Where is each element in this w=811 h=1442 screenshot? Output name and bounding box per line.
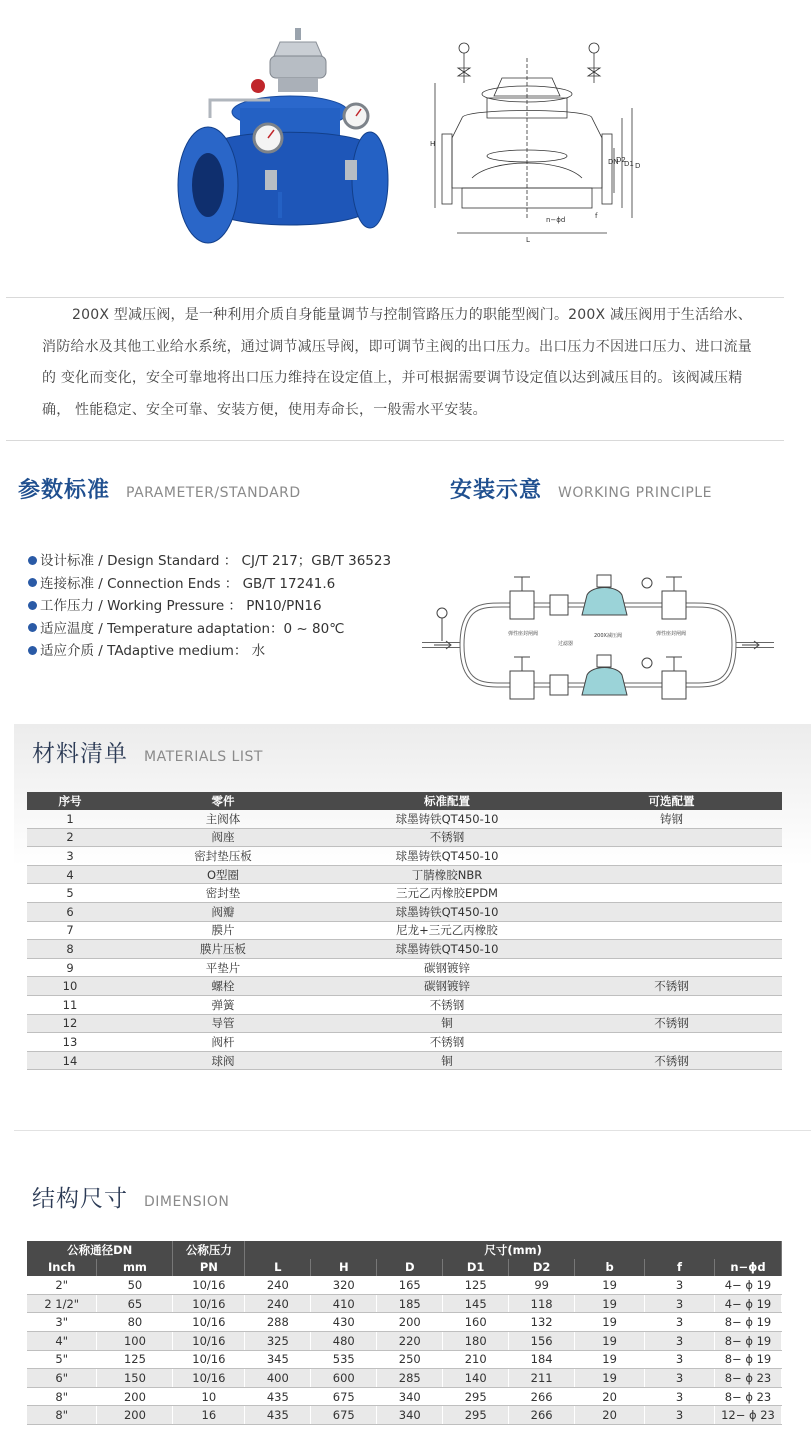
diagram-label-reducing-valve: 200X减压阀 bbox=[594, 633, 622, 639]
table-row bbox=[27, 1387, 782, 1406]
parameter-heading bbox=[18, 473, 301, 504]
table-cell: 10/16 bbox=[173, 1331, 245, 1350]
table-cell: 145 bbox=[443, 1294, 509, 1313]
table-cell: 400 bbox=[245, 1369, 311, 1388]
table-cell: 5" bbox=[27, 1350, 97, 1369]
table-row bbox=[27, 921, 782, 940]
table-cell: 325 bbox=[245, 1331, 311, 1350]
materials-header-row bbox=[27, 792, 782, 810]
table-row bbox=[27, 1313, 782, 1332]
table-row bbox=[27, 1369, 782, 1388]
table-cell: 7 bbox=[27, 921, 113, 940]
table-row bbox=[27, 1406, 782, 1425]
table-cell: 平垫片 bbox=[113, 958, 333, 977]
table-cell: 160 bbox=[443, 1313, 509, 1332]
table-cell: 阀杆 bbox=[113, 1033, 333, 1052]
table-cell: 200 bbox=[377, 1313, 443, 1332]
diagram-label-gate-valve-1: 弹性座封闸阀 bbox=[508, 631, 539, 637]
table-cell bbox=[561, 940, 782, 959]
installation-diagram bbox=[422, 565, 774, 715]
table-cell: 99 bbox=[509, 1276, 575, 1294]
table-cell: 阀瓣 bbox=[113, 902, 333, 921]
table-cell: 不锈钢 bbox=[333, 828, 561, 847]
param-item: 设计标准 / Design Standard ： CJ/T 217；GB/T 36523 bbox=[28, 550, 391, 573]
table-cell: 螺栓 bbox=[113, 977, 333, 996]
table-cell bbox=[561, 921, 782, 940]
table-cell: 340 bbox=[377, 1387, 443, 1406]
table-row bbox=[27, 977, 782, 996]
table-cell: 295 bbox=[443, 1406, 509, 1425]
table-cell: 480 bbox=[311, 1331, 377, 1350]
header-cell: 尺寸(mm) bbox=[245, 1241, 782, 1259]
table-cell: 3 bbox=[645, 1313, 715, 1332]
table-cell: 不锈钢 bbox=[333, 1033, 561, 1052]
header-cell: PN bbox=[173, 1259, 245, 1277]
table-cell: 8− ϕ 19 bbox=[714, 1350, 781, 1369]
dimension-table bbox=[27, 1241, 782, 1425]
header-cell: 公称通径DN bbox=[27, 1241, 173, 1259]
table-cell bbox=[561, 902, 782, 921]
table-cell: 14 bbox=[27, 1051, 113, 1070]
table-cell: 主阀体 bbox=[113, 810, 333, 828]
table-cell: 675 bbox=[311, 1406, 377, 1425]
table-cell: 185 bbox=[377, 1294, 443, 1313]
table-cell: 240 bbox=[245, 1276, 311, 1294]
table-cell: 210 bbox=[443, 1350, 509, 1369]
dimension-group-header-row bbox=[27, 1241, 782, 1259]
table-cell: 不锈钢 bbox=[561, 1051, 782, 1070]
table-cell: 266 bbox=[509, 1406, 575, 1425]
bullet-icon bbox=[28, 623, 37, 632]
table-cell: 10/16 bbox=[173, 1276, 245, 1294]
header-cell: L bbox=[245, 1259, 311, 1277]
table-cell: 600 bbox=[311, 1369, 377, 1388]
table-row bbox=[27, 1276, 782, 1294]
dim-label-L: L bbox=[526, 236, 530, 244]
table-cell: 211 bbox=[509, 1369, 575, 1388]
bullet-icon bbox=[28, 601, 37, 610]
diagram-label-gate-valve-2: 弹性座封闸阀 bbox=[656, 631, 687, 637]
table-cell bbox=[561, 1033, 782, 1052]
table-cell: 20 bbox=[575, 1406, 645, 1425]
table-cell: O型圈 bbox=[113, 865, 333, 884]
table-cell: 4− ϕ 19 bbox=[714, 1294, 781, 1313]
table-cell: 435 bbox=[245, 1387, 311, 1406]
table-row bbox=[27, 1331, 782, 1350]
table-cell bbox=[561, 995, 782, 1014]
table-cell: 不锈钢 bbox=[561, 1014, 782, 1033]
table-cell: 球墨铸铁QT450-10 bbox=[333, 902, 561, 921]
table-cell: 125 bbox=[443, 1276, 509, 1294]
bullet-icon bbox=[28, 556, 37, 565]
table-cell: 球墨铸铁QT450-10 bbox=[333, 810, 561, 828]
table-cell: 12− ϕ 23 bbox=[714, 1406, 781, 1425]
table-row bbox=[27, 1014, 782, 1033]
table-cell: 430 bbox=[311, 1313, 377, 1332]
header-cell: H bbox=[311, 1259, 377, 1277]
dim-label-DN: DN bbox=[608, 158, 619, 166]
table-cell: 80 bbox=[97, 1313, 173, 1332]
table-cell: 65 bbox=[97, 1294, 173, 1313]
table-cell: 8− ϕ 23 bbox=[714, 1387, 781, 1406]
materials-title-en: MATERIALS LIST bbox=[144, 749, 263, 765]
table-cell: 118 bbox=[509, 1294, 575, 1313]
table-cell: 184 bbox=[509, 1350, 575, 1369]
table-cell: 4" bbox=[27, 1331, 97, 1350]
table-cell: 2 1/2" bbox=[27, 1294, 97, 1313]
dimension-title-en: DIMENSION bbox=[144, 1194, 230, 1210]
dimension-header-row bbox=[27, 1259, 782, 1277]
param-item: 工作压力 / Working Pressure ： PN10/PN16 bbox=[28, 595, 391, 618]
table-cell: 1 bbox=[27, 810, 113, 828]
header-cell: 公称压力 bbox=[173, 1241, 245, 1259]
table-cell: 8− ϕ 19 bbox=[714, 1331, 781, 1350]
table-cell: 165 bbox=[377, 1276, 443, 1294]
table-row bbox=[27, 940, 782, 959]
working-title-cn: 安装示意 bbox=[450, 478, 543, 503]
header-cell: b bbox=[575, 1259, 645, 1277]
table-cell: 266 bbox=[509, 1387, 575, 1406]
table-cell: 8− ϕ 23 bbox=[714, 1369, 781, 1388]
table-cell: 10/16 bbox=[173, 1313, 245, 1332]
table-row bbox=[27, 865, 782, 884]
parameter-list bbox=[28, 550, 391, 663]
dim-label-n-d: n−ϕd bbox=[546, 216, 566, 224]
table-cell: 16 bbox=[173, 1406, 245, 1425]
dim-label-D1: D1 bbox=[624, 160, 634, 168]
table-row bbox=[27, 902, 782, 921]
table-cell: 10/16 bbox=[173, 1369, 245, 1388]
materials-title-cn: 材料清单 bbox=[32, 741, 128, 767]
table-cell: 200 bbox=[97, 1387, 173, 1406]
table-cell: 三元乙丙橡胶EPDM bbox=[333, 884, 561, 903]
table-cell: 150 bbox=[97, 1369, 173, 1388]
divider-middle bbox=[6, 440, 784, 441]
table-cell bbox=[561, 884, 782, 903]
dim-label-D2: D2 bbox=[616, 156, 626, 164]
table-cell bbox=[561, 828, 782, 847]
diagram-label-filter: 过滤器 bbox=[558, 641, 574, 647]
working-heading bbox=[450, 473, 712, 504]
table-row bbox=[27, 884, 782, 903]
table-cell: 19 bbox=[575, 1276, 645, 1294]
table-cell: 8 bbox=[27, 940, 113, 959]
table-cell: 4 bbox=[27, 865, 113, 884]
table-cell: 2 bbox=[27, 828, 113, 847]
table-cell: 220 bbox=[377, 1331, 443, 1350]
param-item: 适应温度 / Temperature adaptation：0 ~ 80℃ bbox=[28, 618, 391, 641]
table-row bbox=[27, 1051, 782, 1070]
table-cell: 铜 bbox=[333, 1014, 561, 1033]
table-row bbox=[27, 1033, 782, 1052]
table-cell: 球墨铸铁QT450-10 bbox=[333, 847, 561, 866]
table-cell: 2" bbox=[27, 1276, 97, 1294]
table-cell: 6" bbox=[27, 1369, 97, 1388]
header-cell: D1 bbox=[443, 1259, 509, 1277]
table-cell: 10 bbox=[173, 1387, 245, 1406]
table-cell: 6 bbox=[27, 902, 113, 921]
table-cell: 8− ϕ 19 bbox=[714, 1313, 781, 1332]
table-cell: 19 bbox=[575, 1331, 645, 1350]
table-cell: 膜片 bbox=[113, 921, 333, 940]
table-cell: 8" bbox=[27, 1406, 97, 1425]
param-item: 适应介质 / TAdaptive medium： 水 bbox=[28, 640, 391, 663]
table-cell: 阀座 bbox=[113, 828, 333, 847]
table-cell: 250 bbox=[377, 1350, 443, 1369]
table-cell: 12 bbox=[27, 1014, 113, 1033]
table-cell: 10/16 bbox=[173, 1294, 245, 1313]
valve-product-image bbox=[170, 20, 390, 250]
table-cell: 膜片压板 bbox=[113, 940, 333, 959]
header-cell: 序号 bbox=[27, 792, 113, 810]
table-cell: 320 bbox=[311, 1276, 377, 1294]
header-cell: 零件 bbox=[113, 792, 333, 810]
table-cell: 9 bbox=[27, 958, 113, 977]
dim-label-D: D bbox=[635, 162, 641, 170]
table-cell: 50 bbox=[97, 1276, 173, 1294]
table-cell: 19 bbox=[575, 1369, 645, 1388]
table-cell bbox=[561, 958, 782, 977]
table-cell: 尼龙+三元乙丙橡胶 bbox=[333, 921, 561, 940]
intro-paragraph bbox=[42, 300, 752, 426]
table-cell: 675 bbox=[311, 1387, 377, 1406]
table-cell: 3 bbox=[645, 1276, 715, 1294]
table-cell: 535 bbox=[311, 1350, 377, 1369]
table-cell: 19 bbox=[575, 1313, 645, 1332]
valve-section-drawing bbox=[432, 38, 647, 248]
dimension-heading bbox=[32, 1180, 229, 1213]
table-cell: 132 bbox=[509, 1313, 575, 1332]
header-cell: n−ϕd bbox=[714, 1259, 781, 1277]
table-cell: 不锈钢 bbox=[561, 977, 782, 996]
table-cell: 铜 bbox=[333, 1051, 561, 1070]
table-cell: 3" bbox=[27, 1313, 97, 1332]
table-cell: 不锈钢 bbox=[333, 995, 561, 1014]
table-cell: 285 bbox=[377, 1369, 443, 1388]
table-cell: 丁腈橡胶NBR bbox=[333, 865, 561, 884]
table-cell: 10/16 bbox=[173, 1350, 245, 1369]
table-cell: 4− ϕ 19 bbox=[714, 1276, 781, 1294]
table-row bbox=[27, 847, 782, 866]
header-cell: mm bbox=[97, 1259, 173, 1277]
table-cell: 435 bbox=[245, 1406, 311, 1425]
parameter-title-cn: 参数标准 bbox=[18, 478, 111, 503]
table-cell: 200 bbox=[97, 1406, 173, 1425]
table-row bbox=[27, 828, 782, 847]
table-cell: 340 bbox=[377, 1406, 443, 1425]
table-cell: 10 bbox=[27, 977, 113, 996]
table-cell: 铸钢 bbox=[561, 810, 782, 828]
table-cell bbox=[561, 847, 782, 866]
dim-label-f: f bbox=[595, 212, 598, 220]
table-cell: 13 bbox=[27, 1033, 113, 1052]
table-cell: 19 bbox=[575, 1350, 645, 1369]
table-cell: 11 bbox=[27, 995, 113, 1014]
divider-top bbox=[6, 297, 784, 298]
table-cell: 球阀 bbox=[113, 1051, 333, 1070]
table-cell: 125 bbox=[97, 1350, 173, 1369]
param-item: 连接标准 / Connection Ends ： GB/T 17241.6 bbox=[28, 573, 391, 596]
header-cell: D bbox=[377, 1259, 443, 1277]
table-cell: 345 bbox=[245, 1350, 311, 1369]
intro-text: 200X 型减压阀，是一种利用介质自身能量调节与控制管路压力的职能型阀门。200X 减压阀用于生活给水、消防给水及其他工业给水系统，通过调节减压导阀，即可调节主阀的出口压力。出口压力不因进口压力、进口流量的 变化而变化，安全可靠地将出口压力维持在设定值上，并可根据需要调节设定值以达到减压目的。该阀减压精确， 性能稳定、安全可靠、安装方便，使用寿命长，一般需水平安装。 bbox=[42, 307, 752, 418]
table-cell: 3 bbox=[645, 1294, 715, 1313]
table-cell: 410 bbox=[311, 1294, 377, 1313]
table-cell: 3 bbox=[645, 1331, 715, 1350]
table-cell: 156 bbox=[509, 1331, 575, 1350]
table-cell: 5 bbox=[27, 884, 113, 903]
table-cell: 240 bbox=[245, 1294, 311, 1313]
table-cell: 球墨铸铁QT450-10 bbox=[333, 940, 561, 959]
parameter-title-en: PARAMETER/STANDARD bbox=[126, 485, 301, 501]
materials-table bbox=[27, 792, 782, 1070]
table-cell: 弹簧 bbox=[113, 995, 333, 1014]
table-cell: 100 bbox=[97, 1331, 173, 1350]
table-cell: 180 bbox=[443, 1331, 509, 1350]
header-cell: f bbox=[645, 1259, 715, 1277]
header-cell: 标准配置 bbox=[333, 792, 561, 810]
table-cell: 19 bbox=[575, 1294, 645, 1313]
table-cell: 3 bbox=[27, 847, 113, 866]
table-cell: 碳钢镀锌 bbox=[333, 958, 561, 977]
table-cell: 295 bbox=[443, 1387, 509, 1406]
table-cell: 140 bbox=[443, 1369, 509, 1388]
table-row bbox=[27, 958, 782, 977]
table-cell: 3 bbox=[645, 1369, 715, 1388]
divider-lower bbox=[14, 1130, 811, 1131]
dim-label-H: H bbox=[430, 140, 436, 148]
table-row bbox=[27, 995, 782, 1014]
header-cell: D2 bbox=[509, 1259, 575, 1277]
table-cell: 8" bbox=[27, 1387, 97, 1406]
materials-heading bbox=[32, 735, 263, 768]
table-cell: 密封垫压板 bbox=[113, 847, 333, 866]
table-cell bbox=[561, 865, 782, 884]
table-cell: 3 bbox=[645, 1350, 715, 1369]
working-title-en: WORKING PRINCIPLE bbox=[558, 485, 712, 501]
table-cell: 导管 bbox=[113, 1014, 333, 1033]
table-row bbox=[27, 810, 782, 828]
table-cell: 3 bbox=[645, 1387, 715, 1406]
header-cell: 可选配置 bbox=[561, 792, 782, 810]
bullet-icon bbox=[28, 578, 37, 587]
bullet-icon bbox=[28, 646, 37, 655]
dimension-title-cn: 结构尺寸 bbox=[32, 1186, 128, 1212]
table-row bbox=[27, 1350, 782, 1369]
table-cell: 288 bbox=[245, 1313, 311, 1332]
header-cell: Inch bbox=[27, 1259, 97, 1277]
table-cell: 密封垫 bbox=[113, 884, 333, 903]
table-cell: 20 bbox=[575, 1387, 645, 1406]
table-cell: 3 bbox=[645, 1406, 715, 1425]
table-cell: 碳钢镀锌 bbox=[333, 977, 561, 996]
table-row bbox=[27, 1294, 782, 1313]
